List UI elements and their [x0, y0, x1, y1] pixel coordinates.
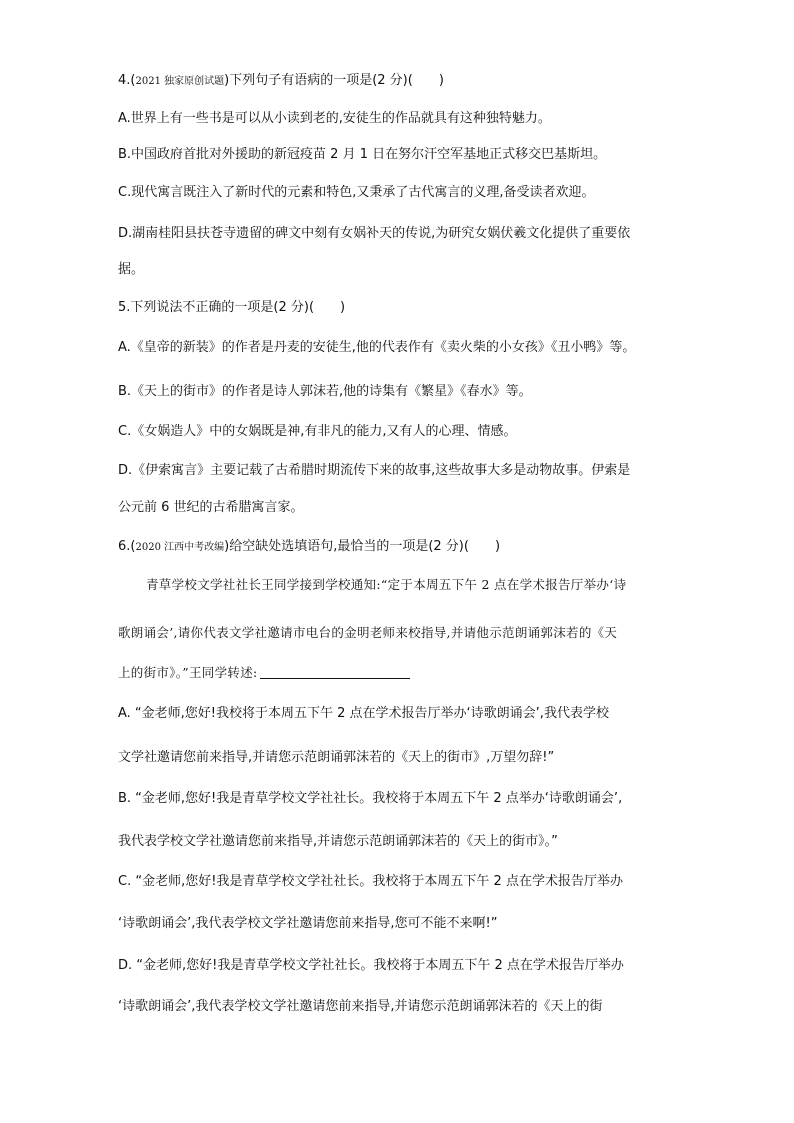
q4-option-c: C.现代寓言既注入了新时代的元素和特色,又秉承了古代寓言的义理,备受读者欢迎。: [118, 185, 595, 200]
q5-option-a: A.《皇帝的新装》的作者是丹麦的安徒生,他的代表作有《卖火柴的小女孩》《丑小鸭》等。: [118, 340, 636, 355]
q6-option-d: D. “金老师,您好!我是青草学校文学社社长。我校将于本周五下午 2 点在学术报告厅举办: [118, 958, 624, 973]
q5-option-d-cont: 公元前 6 世纪的古希腊寓言家。: [118, 500, 304, 515]
q6-stem-text: )给空缺处选填语句,最恰当的一项是(2 分)( ): [224, 539, 501, 554]
q4-stem-text: )下列句子有语病的一项是(2 分)( ): [224, 73, 444, 88]
q5-option-c: C.《女娲造人》中的女娲既是神,有非凡的能力,又有人的心理、情感。: [118, 424, 517, 439]
q6-option-c-cont: ‘诗歌朗诵会’,我代表学校文学社邀请您前来指导,您可不能不来啊!”: [118, 916, 498, 931]
q6-stem: [118, 538, 500, 557]
q6-number: 6.(: [118, 539, 136, 554]
q6-passage-line: 青草学校文学社社长王同学接到学校通知:“定于本周五下午 2 点在学术报告厅举办‘诗: [146, 577, 627, 592]
q6-option-b-cont: 我代表学校文学社邀请您前来指导,并请您示范朗诵郭沫若的《天上的街市》。”: [118, 834, 558, 849]
q5-stem: 5.下列说法不正确的一项是(2 分)( ): [118, 300, 346, 315]
q6-source: 2020 江西中考改编: [135, 542, 225, 553]
q6-option-b: B. “金老师,您好!我是青草学校文学社社长。我校将于本周五下午 2 点举办‘诗歌朗诵会’,: [118, 791, 623, 806]
q6-passage-line: [118, 664, 410, 682]
q4-option-b: B.中国政府首批对外援助的新冠疫苗 2 月 1 日在努尔汗空军基地正式移交巴基斯坦。: [118, 147, 607, 162]
q5-option-d: D.《伊索寓言》主要记载了古希腊时期流传下来的故事,这些故事大多是动物故事。伊索是: [118, 463, 631, 478]
q6-option-d-cont: ‘诗歌朗诵会’,我代表学校文学社邀请您前来指导,并请您示范朗诵郭沫若的《天上的街: [118, 999, 603, 1014]
q4-option-d-cont: 据。: [118, 262, 145, 277]
q4-stem: [118, 72, 444, 91]
answer-blank: [260, 664, 410, 679]
q6-option-c: C. “金老师,您好!我是青草学校文学社社长。我校将于本周五下午 2 点在学术报告厅举办: [118, 874, 623, 889]
q6-option-a-cont: 文学社邀请您前来指导,并请您示范朗诵郭沫若的《天上的街市》,万望勿辞!”: [118, 750, 555, 765]
q4-number: 4.(: [118, 73, 136, 88]
q4-option-d: D.湖南桂阳县扶苍寺遗留的碑文中刻有女娲补天的传说,为研究女娲伏羲文化提供了重要依: [118, 226, 631, 241]
q4-option-a: A.世界上有一些书是可以从小读到老的,安徒生的作品就具有这种独特魅力。: [118, 111, 551, 126]
q6-option-a: A. “金老师,您好!我校将于本周五下午 2 点在学术报告厅举办‘诗歌朗诵会’,我代表学校: [118, 706, 609, 721]
q6-passage-line: 歌朗诵会’,请你代表文学社邀请市电台的金明老师来校指导,并请他示范朗诵郭沫若的《天: [118, 625, 618, 640]
q4-source: 2021 独家原创试题: [135, 76, 225, 87]
q6-passage-text: 上的街市》。”王同学转述:: [118, 665, 258, 680]
q5-option-b: B.《天上的街市》的作者是诗人郭沫若,他的诗集有《繁星》《春水》等。: [118, 384, 532, 399]
